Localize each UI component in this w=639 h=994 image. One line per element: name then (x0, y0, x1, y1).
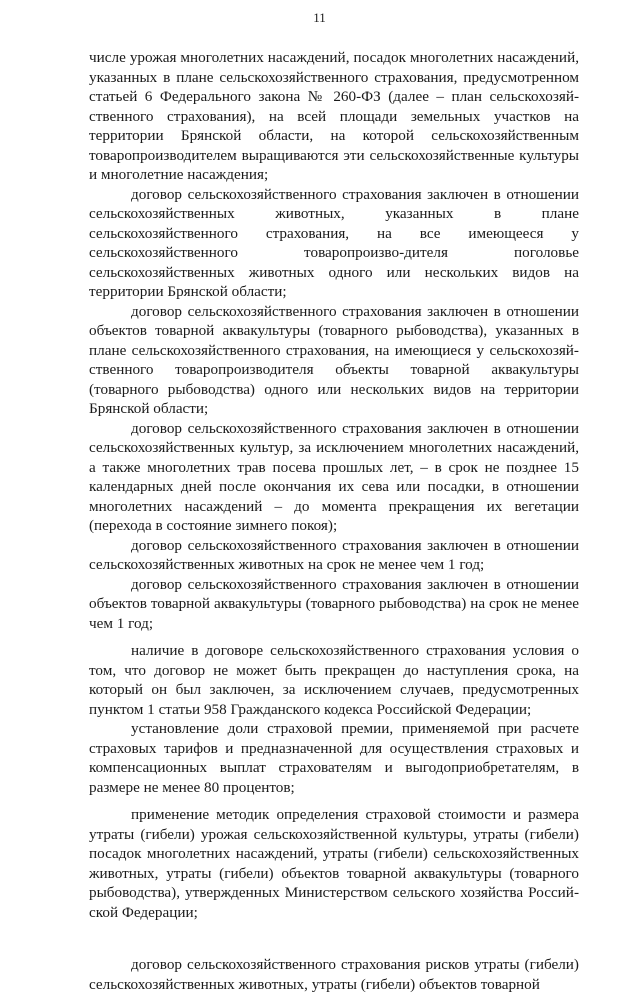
paragraph-methodology: применение методик определения страховой стоимости и размера утраты (гибели) урожая сельскохозяйственной культуры, утраты (гибели) посадок многолетних насаждений, утраты (гибели) сельскохозяйственных животных, утраты (гибели) объектов товарной аквакультуры (товарного рыбоводства), утвержденных Министерством сельского хозяйства Россий-ской Федерации; (89, 806, 579, 921)
paragraph-premium-share: установление доли страховой премии, применяемой при расчете страховых тарифов и предназначенной для осуществления страховых и компенсационных выплат страхователям и выгодоприобретателям, в размере не менее 80 процентов; (89, 720, 579, 796)
paragraph-continuation: числе урожая многолетних насаждений, посадок многолетних насаждений, указанных в плане сельскохозяйственного страхования, предусмотренном статьей 6 Федерального закона № 260-ФЗ (далее – план сельскохозяй-ственного страхования), на всей площади земельных участков на территории Брянской области, на которой сельскохозяйственным товаропроизводителем выращиваются эти сельскохозяйственные культуры и многолетние насаждения; (89, 49, 579, 183)
paragraph-gap (89, 633, 579, 641)
paragraph-crops-deadline: договор сельскохозяйственного страхования заключен в отношении сельскохозяйственных культур, за исключением многолетних насаждений, а также многолетних трав посева прошлых лет, – в срок не позднее 15 календарных дней после окончания их сева или посадки, в отношении многолетних насаждений – до момента прекращения их вегетации (перехода в состояние зимнего покоя); (89, 419, 579, 534)
paragraph-termination-clause: наличие в договоре сельскохозяйственного страхования условия о том, что договор не может быть прекращен до наступления срока, на который он был заключен, за исключением случаев, предусмотренных пунктом 1 статьи 958 Гражданского кодекса Российской Федерации; (89, 642, 579, 718)
paragraph-livestock-contract: договор сельскохозяйственного страхования заключен в отношении сельскохозяйственных животных, указанных в плане сельскохозяйственного страхования, на все имеющееся у сельскохозяйственного товаропроизво-дителя поголовье сельскохозяйственных животных одного или нескольких видов на территории Брянской области; (89, 185, 579, 300)
body-text (89, 48, 579, 994)
paragraph-livestock-term: договор сельскохозяйственного страхования заключен в отношении сельскохозяйственных животных на срок не менее чем 1 год; (89, 536, 579, 573)
page-number: 11 (313, 10, 326, 25)
paragraph-gap (89, 797, 579, 805)
paragraph-aquaculture-term: договор сельскохозяйственного страхования заключен в отношении объектов товарной аквакультуры (товарного рыбоводства) на срок не менее чем 1 год; (89, 575, 579, 632)
paragraph-risk-contract: договор сельскохозяйственного страхования рисков утраты (гибели) сельскохозяйственных животных, утраты (гибели) объектов товарной (89, 956, 579, 993)
paragraph-aquaculture-contract: договор сельскохозяйственного страхования заключен в отношении объектов товарной аквакультуры (товарного рыбоводства), указанных в плане сельскохозяйственного страхования, на имеющиеся у сельскохозяй-ственного товаропроизводителя объекты товарной аквакультуры (товарного рыбоводства) одного или нескольких видов на территории Брянской области; (89, 302, 579, 417)
paragraph-gap (89, 922, 579, 955)
